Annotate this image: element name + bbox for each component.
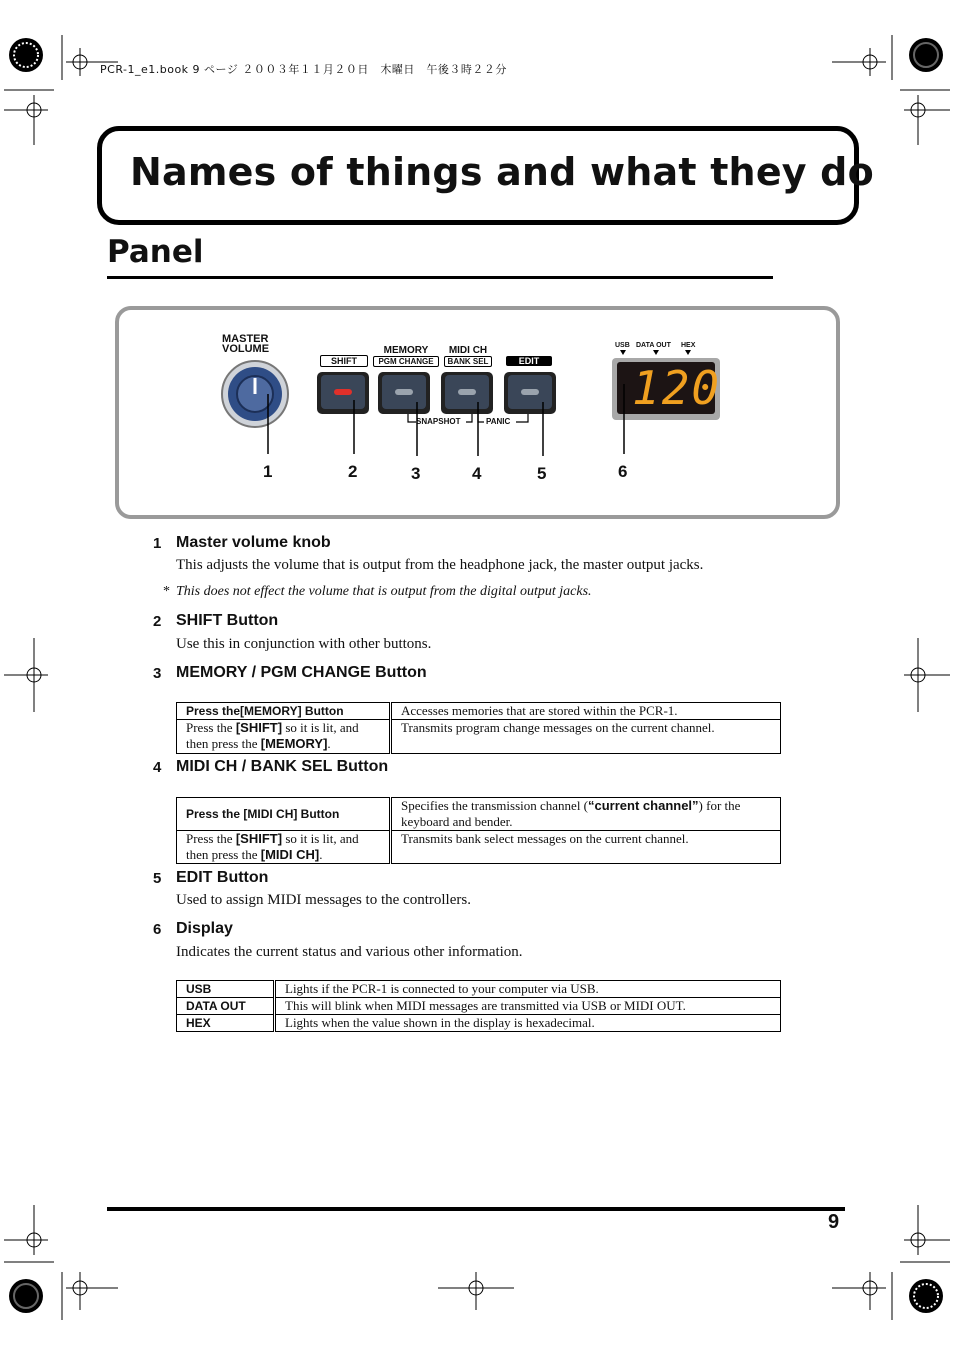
page-title: Names of things and what they do — [130, 150, 874, 194]
table-cell-key: Press the [MIDI CH] Button — [177, 798, 391, 831]
shift-label: SHIFT — [320, 355, 368, 367]
table-cell-value: Lights when the value shown in the display is hexadecimal. — [275, 1015, 781, 1032]
cell-text: . — [319, 847, 323, 862]
register-wheel-icon — [9, 38, 943, 1313]
master-volume-label-line1: MASTER — [222, 333, 269, 345]
table-cell-key — [177, 720, 391, 754]
section-title: Panel — [107, 234, 204, 270]
item-description: Used to assign MIDI messages to the controllers. — [176, 892, 471, 908]
item-description: This adjusts the volume that is output from the headphone jack, the master output jacks. — [176, 557, 704, 573]
table-row — [177, 831, 781, 864]
master-volume-label-line2: VOLUME — [222, 343, 270, 355]
table-row — [177, 720, 781, 754]
table-cell-key — [177, 831, 391, 864]
item-number: 6 — [153, 921, 162, 938]
callout-3: 3 — [411, 464, 421, 483]
table-row — [177, 703, 781, 720]
midi-ch-button-table — [176, 797, 781, 864]
panic-label: PANIC — [486, 417, 511, 426]
table-cell-key: Press the[MEMORY] Button — [177, 703, 391, 720]
cell-bold-text: [SHIFT] — [235, 831, 283, 846]
table-row — [177, 981, 781, 998]
hex-indicator-label: HEX — [681, 342, 696, 349]
memory-button-table — [176, 702, 781, 754]
cell-bold-text: [SHIFT] — [235, 720, 283, 735]
cell-bold-text: “current channel” — [588, 798, 699, 813]
midi-ch-label: MIDI CH — [448, 345, 488, 356]
table-row — [177, 998, 781, 1015]
table-cell-key: HEX — [177, 1015, 275, 1032]
cell-text: so it is lit, and then press the — [186, 720, 359, 751]
pgm-change-label: PGM CHANGE — [373, 356, 439, 367]
table-row — [177, 798, 781, 831]
usb-indicator-label: USB — [615, 342, 630, 349]
data-out-indicator-label: DATA OUT — [636, 342, 671, 349]
master-volume-label — [222, 334, 269, 354]
section-divider — [107, 276, 773, 279]
item-heading: SHIFT Button — [176, 612, 279, 629]
callout-6: 6 — [618, 462, 628, 481]
item-heading: EDIT Button — [176, 869, 269, 886]
table-row — [177, 1015, 781, 1032]
item-number: 2 — [153, 613, 162, 630]
page-number: 9 — [828, 1211, 840, 1233]
table-cell-key: USB — [177, 981, 275, 998]
memory-label: MEMORY — [383, 345, 429, 356]
cell-text: ) for the keyboard and bender. — [401, 798, 741, 829]
item-description: Indicates the current status and various other information. — [176, 944, 523, 960]
cell-bold-text: [MEMORY] — [260, 736, 328, 751]
item-description: Use this in conjunction with other buttons. — [176, 636, 432, 652]
item-number: 4 — [153, 759, 162, 776]
callout-4: 4 — [472, 464, 482, 483]
item-note: This does not effect the volume that is output from the digital output jacks. — [176, 584, 592, 599]
item-heading: Display — [176, 920, 233, 937]
item-heading: MIDI CH / BANK SEL Button — [176, 758, 389, 775]
callout-2: 2 — [348, 462, 358, 481]
item-number: 5 — [153, 870, 162, 887]
callout-1: 1 — [263, 462, 273, 481]
note-mark: * — [163, 584, 170, 599]
cell-bold-text: [MIDI CH] — [260, 847, 320, 862]
cell-text: so it is lit, and then press the — [186, 831, 359, 862]
table-cell-key: DATA OUT — [177, 998, 275, 1015]
item-number: 1 — [153, 535, 162, 552]
display-indicator-table — [176, 980, 781, 1032]
cell-text: . — [327, 736, 331, 751]
footer-divider — [107, 1207, 845, 1211]
indicator-arrows-icon — [617, 349, 697, 357]
callout-5: 5 — [537, 464, 547, 483]
table-cell-value: Lights if the PCR-1 is connected to your computer via USB. — [275, 981, 781, 998]
snapshot-label: SNAPSHOT — [416, 417, 461, 426]
bank-sel-label: BANK SEL — [444, 356, 492, 367]
edit-label: EDIT — [506, 356, 552, 366]
print-header: PCR-1_e1.book 9 ページ ２００３年１１月２０日 木曜日 午後３時２２分 — [100, 63, 507, 76]
table-cell-value: Transmits bank select messages on the current channel. — [391, 831, 781, 864]
display-value: 120 — [632, 361, 722, 415]
table-cell-value: This will blink when MIDI messages are transmitted via USB or MIDI OUT. — [275, 998, 781, 1015]
item-heading: Master volume knob — [176, 534, 331, 551]
item-heading: MEMORY / PGM CHANGE Button — [176, 664, 427, 681]
table-cell-value: Accesses memories that are stored within the PCR-1. — [391, 703, 781, 720]
cell-text: Specifies the transmission channel ( — [401, 798, 589, 813]
callout-lines — [250, 380, 650, 465]
cell-text: Press the — [186, 720, 236, 735]
table-cell-value — [391, 798, 781, 831]
table-cell-value: Transmits program change messages on the current channel. — [391, 720, 781, 754]
item-number: 3 — [153, 665, 162, 682]
cell-text: Press the — [186, 831, 236, 846]
